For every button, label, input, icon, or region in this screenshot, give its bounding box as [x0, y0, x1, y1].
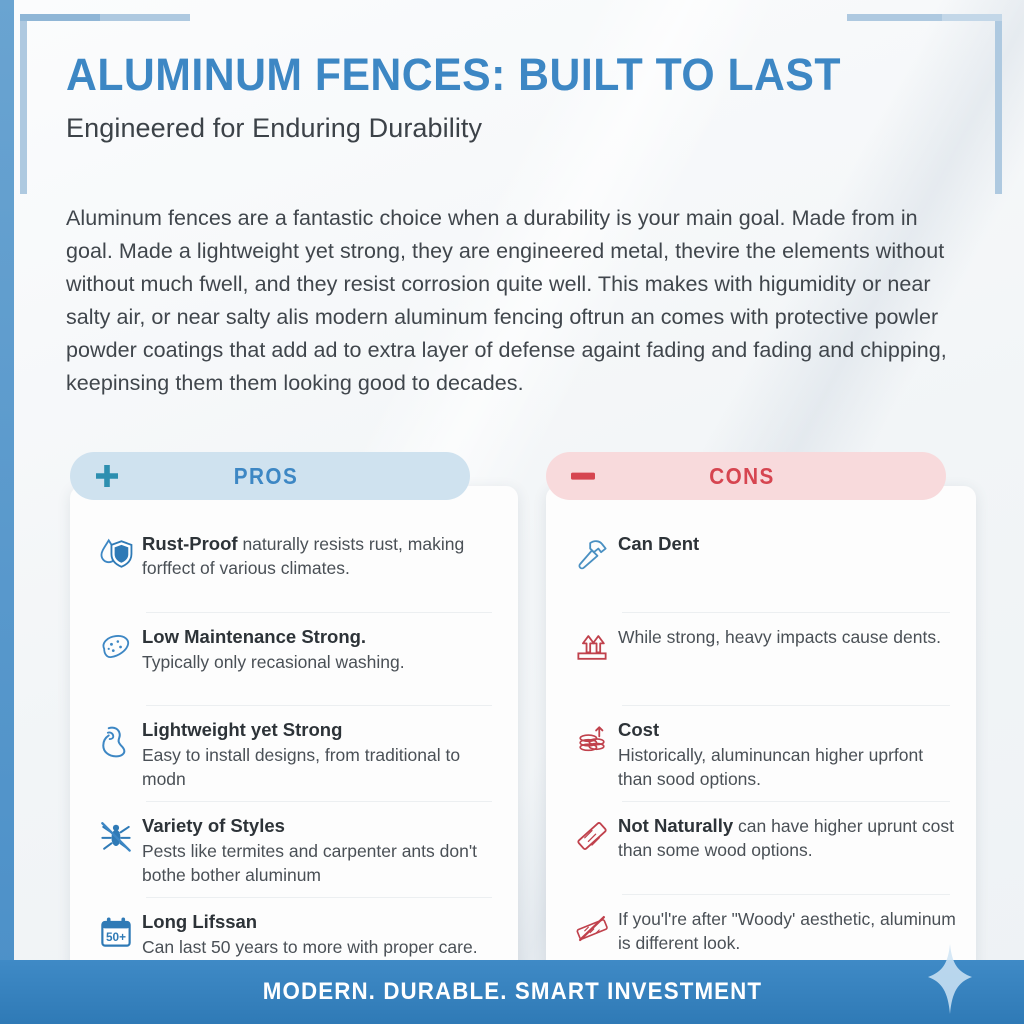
- intro-paragraph: Aluminum fences are a fantastic choice when a durability is your main goal. Made from in goal. Made a lightweight yet strong, they are engineered metal, thevire the elements without without much fwell, and they resist corrosion quite well. This makes with higumidity or near salty air, or near salty alis modern aluminum fencing oftrun an comes with protective powler powder coatings that add ad to extra layer of defense againt fading and fading and chipping, keepinsing them them looking good to decades.: [66, 206, 947, 395]
- pros-column: [70, 452, 500, 957]
- no-wood-plank-icon: [566, 905, 618, 949]
- list-item-desc: Historically, aluminuncan higher uprfont than sood options.: [618, 745, 924, 789]
- list-item-desc: While strong, heavy impacts cause dents.: [618, 627, 941, 647]
- divider: [622, 801, 950, 802]
- list-item-desc: Typically only recasional washing.: [142, 652, 405, 672]
- divider: [622, 705, 950, 706]
- pros-header: [70, 452, 470, 500]
- dent-impact-icon: [566, 623, 618, 667]
- page-subtitle: Engineered for Enduring Durability: [66, 113, 483, 143]
- divider: [146, 897, 492, 898]
- header: [66, 49, 966, 144]
- divider: [146, 612, 492, 613]
- sponge-icon: [90, 623, 142, 667]
- plus-icon: [92, 461, 122, 491]
- cons-header: [546, 452, 946, 500]
- coins-up-arrow-icon: [566, 716, 618, 760]
- list-item-title: Cost: [618, 719, 660, 740]
- list-item: [90, 812, 498, 887]
- cons-header-label: CONS: [709, 462, 775, 489]
- sparkle-icon: [928, 944, 972, 1014]
- list-item: [566, 716, 956, 791]
- list-item: [566, 812, 956, 884]
- minus-icon: [568, 461, 598, 491]
- cons-card: [546, 486, 976, 1003]
- list-item: [90, 716, 498, 791]
- hammer-icon: [566, 530, 618, 574]
- list-item-desc: can have higher uprunt cost than some wood options.: [618, 816, 954, 860]
- list-item-title: Variety of Styles: [142, 815, 285, 836]
- list-item-title: Can Dent: [618, 533, 700, 554]
- divider: [622, 612, 950, 613]
- list-item: [566, 530, 956, 602]
- divider: [146, 801, 492, 802]
- page-title: ALUMINUM FENCES: BUILT TO LAST: [66, 49, 841, 100]
- footer-banner: [0, 960, 1024, 1024]
- list-item-desc: Can last 50 years to more with proper care.: [142, 937, 478, 957]
- list-item-title: Long Lifssan: [142, 911, 258, 932]
- pros-header-label: PROS: [233, 462, 299, 489]
- list-item: [90, 530, 498, 602]
- list-item-title: Rust-Proof: [142, 533, 238, 554]
- footer-tagline: MODERN. DURABLE. SMART INVESTMENT: [262, 978, 762, 1005]
- left-accent-bar: [0, 0, 14, 1024]
- list-item-title: Not Naturally: [618, 815, 734, 836]
- flexed-bicep-icon: [90, 716, 142, 760]
- list-item: [90, 623, 498, 695]
- pros-card: [70, 486, 518, 1006]
- pros-cons-columns: [46, 452, 978, 957]
- list-item-title: Lightweight yet Strong: [142, 719, 343, 740]
- no-pest-icon: [90, 812, 142, 856]
- list-item-desc: Pests like termites and carpenter ants don't bothe bother aluminum: [142, 841, 478, 885]
- list-item: [566, 623, 956, 695]
- cons-column: [546, 452, 976, 953]
- svg-text:50+: 50+: [105, 930, 127, 945]
- list-item-desc: Easy to install designs, from traditional to modn: [142, 745, 461, 789]
- water-drop-shield-icon: [90, 530, 142, 574]
- wood-plank-icon: [566, 812, 618, 856]
- divider: [146, 705, 492, 706]
- list-item-title: Low Maintenance Strong.: [142, 626, 367, 647]
- list-item-desc: naturally resists rust, making forffect of various climates.: [142, 534, 465, 578]
- calendar-50-plus-icon: [90, 908, 142, 952]
- divider: [622, 894, 950, 895]
- list-item-desc: If you'l're after "Woody' aesthetic, aluminum is different look.: [618, 909, 956, 953]
